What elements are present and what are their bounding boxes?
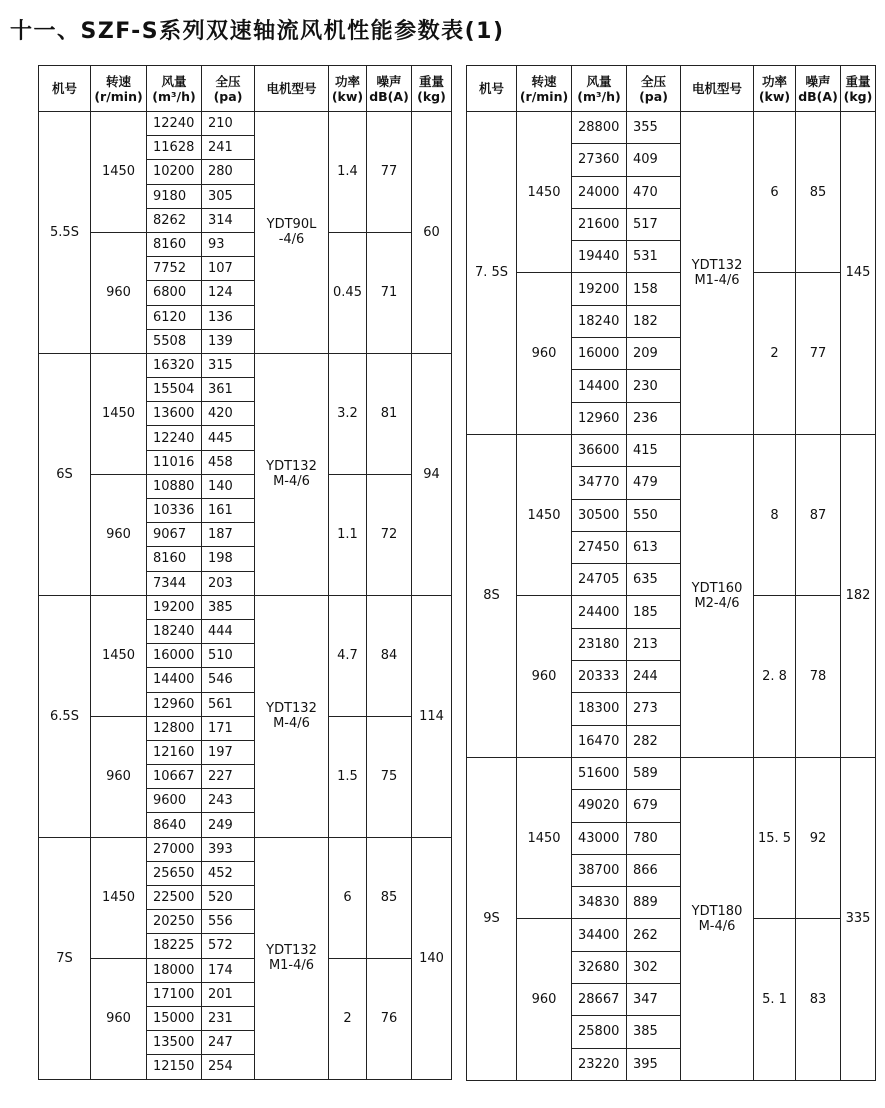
airflow-cell: 21600 bbox=[572, 208, 627, 240]
noise-cell: 71 bbox=[367, 232, 412, 353]
motor-line: YDT132 bbox=[266, 701, 317, 717]
airflow-cell: 8262 bbox=[147, 208, 202, 232]
pressure-cell: 520 bbox=[202, 886, 255, 910]
model-cell: 7S bbox=[39, 837, 91, 1079]
power-cell: 8 bbox=[754, 434, 796, 595]
page-title: 十一、SZF-S系列双速轴流风机性能参数表(1) bbox=[10, 19, 505, 44]
airflow-cell: 7344 bbox=[147, 571, 202, 595]
table-row bbox=[467, 112, 876, 144]
power-cell: 6 bbox=[754, 112, 796, 273]
airflow-cell: 11628 bbox=[147, 136, 202, 160]
weight-cell: 114 bbox=[412, 595, 452, 837]
speed-cell: 960 bbox=[91, 232, 147, 353]
airflow-cell: 10880 bbox=[147, 474, 202, 498]
pressure-cell: 197 bbox=[202, 740, 255, 764]
pressure-cell: 231 bbox=[202, 1006, 255, 1030]
pressure-cell: 613 bbox=[627, 531, 681, 563]
header-noise: 噪声 dB(A) bbox=[796, 66, 841, 112]
motor-line: M1-4/6 bbox=[694, 272, 740, 288]
motor-line: -4/6 bbox=[278, 232, 305, 248]
airflow-cell: 28800 bbox=[572, 112, 627, 144]
pressure-cell: 572 bbox=[202, 934, 255, 958]
pressure-cell: 158 bbox=[627, 273, 681, 305]
airflow-cell: 19440 bbox=[572, 241, 627, 273]
model-cell: 8S bbox=[467, 434, 517, 757]
pressure-cell: 209 bbox=[627, 338, 681, 370]
noise-cell: 83 bbox=[796, 919, 841, 1080]
airflow-cell: 27360 bbox=[572, 144, 627, 176]
airflow-cell: 8160 bbox=[147, 232, 202, 256]
pressure-cell: 201 bbox=[202, 982, 255, 1006]
header-noise: 噪声 dB(A) bbox=[367, 66, 412, 112]
header-model: 机号 bbox=[39, 66, 91, 112]
airflow-cell: 16000 bbox=[572, 338, 627, 370]
airflow-cell: 15000 bbox=[147, 1006, 202, 1030]
noise-cell: 78 bbox=[796, 596, 841, 757]
pressure-cell: 420 bbox=[202, 402, 255, 426]
pressure-cell: 361 bbox=[202, 378, 255, 402]
speed-cell: 1450 bbox=[91, 595, 147, 716]
power-cell: 1.4 bbox=[329, 112, 367, 233]
motor-line: YDT180 bbox=[691, 903, 743, 919]
table-row bbox=[467, 273, 876, 305]
speed-cell: 960 bbox=[517, 273, 572, 434]
airflow-cell: 8160 bbox=[147, 547, 202, 571]
power-cell: 2. 8 bbox=[754, 596, 796, 757]
power-cell: 1.1 bbox=[329, 474, 367, 595]
airflow-cell: 12960 bbox=[147, 692, 202, 716]
pressure-cell: 124 bbox=[202, 281, 255, 305]
pressure-cell: 635 bbox=[627, 564, 681, 596]
motor-cell bbox=[255, 595, 329, 837]
airflow-cell: 38700 bbox=[572, 854, 627, 886]
motor-line: YDT132 bbox=[266, 459, 317, 475]
pressure-cell: 546 bbox=[202, 668, 255, 692]
pressure-cell: 93 bbox=[202, 232, 255, 256]
airflow-cell: 10336 bbox=[147, 499, 202, 523]
weight-cell: 60 bbox=[412, 112, 452, 354]
motor-line: YDT160 bbox=[691, 580, 743, 596]
motor-line: YDT132 bbox=[691, 257, 743, 273]
airflow-cell: 11016 bbox=[147, 450, 202, 474]
pressure-cell: 230 bbox=[627, 370, 681, 402]
pressure-cell: 780 bbox=[627, 822, 681, 854]
airflow-cell: 22500 bbox=[147, 886, 202, 910]
speed-cell: 960 bbox=[517, 919, 572, 1080]
airflow-cell: 15504 bbox=[147, 378, 202, 402]
pressure-cell: 236 bbox=[627, 402, 681, 434]
power-cell: 4.7 bbox=[329, 595, 367, 716]
motor-line: M-4/6 bbox=[698, 918, 736, 934]
speed-cell: 1450 bbox=[91, 112, 147, 233]
airflow-cell: 6120 bbox=[147, 305, 202, 329]
airflow-cell: 14400 bbox=[572, 370, 627, 402]
airflow-cell: 43000 bbox=[572, 822, 627, 854]
pressure-cell: 302 bbox=[627, 951, 681, 983]
airflow-cell: 8640 bbox=[147, 813, 202, 837]
header-weight: 重量 (kg) bbox=[841, 66, 876, 112]
airflow-cell: 20250 bbox=[147, 910, 202, 934]
pressure-cell: 347 bbox=[627, 984, 681, 1016]
pressure-cell: 244 bbox=[627, 661, 681, 693]
speed-cell: 1450 bbox=[517, 112, 572, 273]
airflow-cell: 34830 bbox=[572, 887, 627, 919]
pressure-cell: 185 bbox=[627, 596, 681, 628]
airflow-cell: 18300 bbox=[572, 693, 627, 725]
pressure-cell: 470 bbox=[627, 176, 681, 208]
header-airflow: 风量 (m³/h) bbox=[572, 66, 627, 112]
pressure-cell: 273 bbox=[627, 693, 681, 725]
pressure-cell: 393 bbox=[202, 837, 255, 861]
pressure-cell: 889 bbox=[627, 887, 681, 919]
table-row bbox=[39, 353, 452, 377]
pressure-cell: 866 bbox=[627, 854, 681, 886]
airflow-cell: 24705 bbox=[572, 564, 627, 596]
noise-cell: 76 bbox=[367, 958, 412, 1079]
pressure-cell: 355 bbox=[627, 112, 681, 144]
header-speed: 转速 (r/min) bbox=[91, 66, 147, 112]
pressure-cell: 280 bbox=[202, 160, 255, 184]
weight-cell: 94 bbox=[412, 353, 452, 595]
airflow-cell: 6800 bbox=[147, 281, 202, 305]
airflow-cell: 23180 bbox=[572, 628, 627, 660]
power-cell: 15. 5 bbox=[754, 757, 796, 918]
pressure-cell: 249 bbox=[202, 813, 255, 837]
airflow-cell: 30500 bbox=[572, 499, 627, 531]
airflow-cell: 36600 bbox=[572, 434, 627, 466]
header-speed: 转速 (r/min) bbox=[517, 66, 572, 112]
noise-cell: 92 bbox=[796, 757, 841, 918]
table-body bbox=[39, 112, 452, 1080]
airflow-cell: 25800 bbox=[572, 1016, 627, 1048]
table-row bbox=[39, 474, 452, 498]
airflow-cell: 49020 bbox=[572, 790, 627, 822]
model-cell: 5.5S bbox=[39, 112, 91, 354]
header-pressure: 全压 (pa) bbox=[627, 66, 681, 112]
pressure-cell: 171 bbox=[202, 716, 255, 740]
motor-cell bbox=[255, 837, 329, 1079]
noise-cell: 85 bbox=[796, 112, 841, 273]
airflow-cell: 34770 bbox=[572, 467, 627, 499]
pressure-cell: 479 bbox=[627, 467, 681, 499]
pressure-cell: 589 bbox=[627, 757, 681, 789]
power-cell: 3.2 bbox=[329, 353, 367, 474]
table-body bbox=[467, 112, 876, 1081]
pressure-cell: 679 bbox=[627, 790, 681, 822]
motor-cell bbox=[255, 353, 329, 595]
pressure-cell: 550 bbox=[627, 499, 681, 531]
pressure-cell: 198 bbox=[202, 547, 255, 571]
pressure-cell: 314 bbox=[202, 208, 255, 232]
airflow-cell: 14400 bbox=[147, 668, 202, 692]
pressure-cell: 395 bbox=[627, 1048, 681, 1080]
pressure-cell: 174 bbox=[202, 958, 255, 982]
motor-cell bbox=[681, 434, 754, 757]
table-row bbox=[39, 958, 452, 982]
pressure-cell: 409 bbox=[627, 144, 681, 176]
pressure-cell: 241 bbox=[202, 136, 255, 160]
motor-cell bbox=[255, 112, 329, 354]
header-motor: 电机型号 bbox=[681, 66, 754, 112]
noise-cell: 75 bbox=[367, 716, 412, 837]
weight-cell: 140 bbox=[412, 837, 452, 1079]
pressure-cell: 282 bbox=[627, 725, 681, 757]
airflow-cell: 16000 bbox=[147, 644, 202, 668]
table-row bbox=[467, 919, 876, 951]
pressure-cell: 182 bbox=[627, 305, 681, 337]
model-cell: 9S bbox=[467, 757, 517, 1080]
table-row bbox=[39, 112, 452, 136]
pressure-cell: 315 bbox=[202, 353, 255, 377]
airflow-cell: 27000 bbox=[147, 837, 202, 861]
pressure-cell: 254 bbox=[202, 1055, 255, 1079]
airflow-cell: 17100 bbox=[147, 982, 202, 1006]
speed-cell: 960 bbox=[91, 474, 147, 595]
pressure-cell: 415 bbox=[627, 434, 681, 466]
airflow-cell: 19200 bbox=[572, 273, 627, 305]
power-cell: 6 bbox=[329, 837, 367, 958]
table-row bbox=[39, 232, 452, 256]
airflow-cell: 18240 bbox=[572, 305, 627, 337]
pressure-cell: 305 bbox=[202, 184, 255, 208]
pressure-cell: 107 bbox=[202, 257, 255, 281]
motor-cell bbox=[681, 112, 754, 435]
header-airflow: 风量 (m³/h) bbox=[147, 66, 202, 112]
pressure-cell: 213 bbox=[627, 628, 681, 660]
header-weight: 重量 (kg) bbox=[412, 66, 452, 112]
header-power: 功率 (kw) bbox=[754, 66, 796, 112]
airflow-cell: 12160 bbox=[147, 740, 202, 764]
pressure-cell: 243 bbox=[202, 789, 255, 813]
airflow-cell: 16320 bbox=[147, 353, 202, 377]
pressure-cell: 140 bbox=[202, 474, 255, 498]
pressure-cell: 510 bbox=[202, 644, 255, 668]
speed-cell: 1450 bbox=[91, 837, 147, 958]
pressure-cell: 385 bbox=[627, 1016, 681, 1048]
airflow-cell: 24400 bbox=[572, 596, 627, 628]
airflow-cell: 19200 bbox=[147, 595, 202, 619]
table-row bbox=[39, 595, 452, 619]
pressure-cell: 210 bbox=[202, 112, 255, 136]
pressure-cell: 136 bbox=[202, 305, 255, 329]
motor-line: M-4/6 bbox=[273, 716, 310, 732]
pressure-cell: 161 bbox=[202, 499, 255, 523]
motor-line: M1-4/6 bbox=[268, 958, 315, 974]
weight-cell: 145 bbox=[841, 112, 876, 435]
noise-cell: 77 bbox=[367, 112, 412, 233]
airflow-cell: 20333 bbox=[572, 661, 627, 693]
power-cell: 5. 1 bbox=[754, 919, 796, 1080]
weight-cell: 182 bbox=[841, 434, 876, 757]
noise-cell: 77 bbox=[796, 273, 841, 434]
airflow-cell: 10200 bbox=[147, 160, 202, 184]
speed-cell: 1450 bbox=[517, 757, 572, 918]
noise-cell: 85 bbox=[367, 837, 412, 958]
pressure-cell: 556 bbox=[202, 910, 255, 934]
airflow-cell: 9180 bbox=[147, 184, 202, 208]
airflow-cell: 5508 bbox=[147, 329, 202, 353]
power-cell: 0.45 bbox=[329, 232, 367, 353]
airflow-cell: 13500 bbox=[147, 1031, 202, 1055]
airflow-cell: 12240 bbox=[147, 112, 202, 136]
power-cell: 1.5 bbox=[329, 716, 367, 837]
pressure-cell: 452 bbox=[202, 861, 255, 885]
pressure-cell: 458 bbox=[202, 450, 255, 474]
weight-cell: 335 bbox=[841, 757, 876, 1080]
airflow-cell: 16470 bbox=[572, 725, 627, 757]
motor-line: YDT132 bbox=[266, 943, 317, 959]
airflow-cell: 27450 bbox=[572, 531, 627, 563]
airflow-cell: 10667 bbox=[147, 765, 202, 789]
pressure-cell: 262 bbox=[627, 919, 681, 951]
noise-cell: 87 bbox=[796, 434, 841, 595]
airflow-cell: 12960 bbox=[572, 402, 627, 434]
model-cell: 7. 5S bbox=[467, 112, 517, 435]
pressure-cell: 444 bbox=[202, 619, 255, 643]
pressure-cell: 531 bbox=[627, 241, 681, 273]
table-row bbox=[467, 434, 876, 466]
airflow-cell: 12150 bbox=[147, 1055, 202, 1079]
airflow-cell: 12240 bbox=[147, 426, 202, 450]
power-cell: 2 bbox=[329, 958, 367, 1079]
speed-cell: 960 bbox=[91, 716, 147, 837]
airflow-cell: 18000 bbox=[147, 958, 202, 982]
airflow-cell: 25650 bbox=[147, 861, 202, 885]
model-cell: 6S bbox=[39, 353, 91, 595]
airflow-cell: 28667 bbox=[572, 984, 627, 1016]
power-cell: 2 bbox=[754, 273, 796, 434]
header-motor: 电机型号 bbox=[255, 66, 329, 112]
noise-cell: 84 bbox=[367, 595, 412, 716]
table-row bbox=[39, 837, 452, 861]
airflow-cell: 7752 bbox=[147, 257, 202, 281]
airflow-cell: 24000 bbox=[572, 176, 627, 208]
airflow-cell: 32680 bbox=[572, 951, 627, 983]
motor-cell bbox=[681, 757, 754, 1080]
airflow-cell: 18225 bbox=[147, 934, 202, 958]
header-model: 机号 bbox=[467, 66, 517, 112]
airflow-cell: 13600 bbox=[147, 402, 202, 426]
airflow-cell: 18240 bbox=[147, 619, 202, 643]
motor-line: M2-4/6 bbox=[694, 595, 740, 611]
pressure-cell: 187 bbox=[202, 523, 255, 547]
pressure-cell: 227 bbox=[202, 765, 255, 789]
pressure-cell: 203 bbox=[202, 571, 255, 595]
airflow-cell: 34400 bbox=[572, 919, 627, 951]
airflow-cell: 12800 bbox=[147, 716, 202, 740]
noise-cell: 72 bbox=[367, 474, 412, 595]
airflow-cell: 51600 bbox=[572, 757, 627, 789]
noise-cell: 81 bbox=[367, 353, 412, 474]
speed-cell: 1450 bbox=[517, 434, 572, 595]
table-row bbox=[467, 596, 876, 628]
pressure-cell: 247 bbox=[202, 1031, 255, 1055]
motor-line: YDT90L bbox=[266, 217, 317, 233]
speed-cell: 1450 bbox=[91, 353, 147, 474]
motor-line: M-4/6 bbox=[273, 474, 310, 490]
pressure-cell: 139 bbox=[202, 329, 255, 353]
airflow-cell: 23220 bbox=[572, 1048, 627, 1080]
airflow-cell: 9600 bbox=[147, 789, 202, 813]
table-row bbox=[467, 757, 876, 789]
model-cell: 6.5S bbox=[39, 595, 91, 837]
header-pressure: 全压 (pa) bbox=[202, 66, 255, 112]
pressure-cell: 561 bbox=[202, 692, 255, 716]
pressure-cell: 385 bbox=[202, 595, 255, 619]
table-row bbox=[39, 716, 452, 740]
performance-table-left bbox=[38, 65, 452, 1080]
speed-cell: 960 bbox=[517, 596, 572, 757]
pressure-cell: 445 bbox=[202, 426, 255, 450]
airflow-cell: 9067 bbox=[147, 523, 202, 547]
speed-cell: 960 bbox=[91, 958, 147, 1079]
performance-table-right bbox=[466, 65, 876, 1081]
header-power: 功率 (kw) bbox=[329, 66, 367, 112]
pressure-cell: 517 bbox=[627, 208, 681, 240]
